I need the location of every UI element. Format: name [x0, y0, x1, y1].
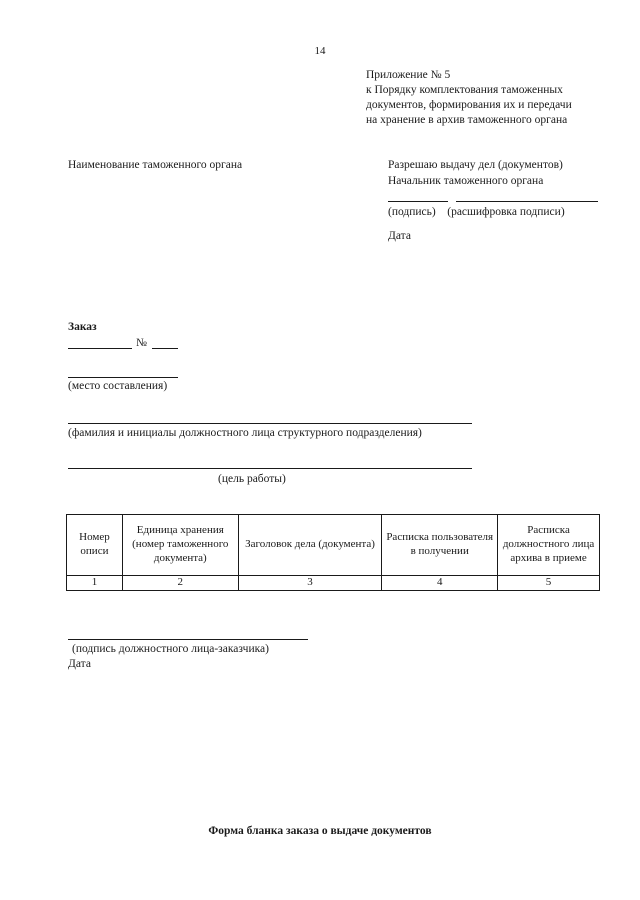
- column-header: Расписка должностного лица архива в приеме: [498, 515, 600, 576]
- appendix-line: на хранение в архив таможенного органа: [366, 113, 568, 126]
- column-number: 5: [498, 576, 600, 591]
- appendix-line: к Порядку комплектования таможенных: [366, 83, 563, 96]
- documents-table: [66, 514, 600, 591]
- order-number-label: №: [136, 337, 147, 349]
- customs-body-name-label: Наименование таможенного органа: [68, 159, 243, 171]
- column-header: Единица хранения (номер таможенного документа): [122, 515, 238, 576]
- appendix-block: [366, 68, 628, 128]
- signature-caption: (подпись): [388, 206, 436, 218]
- column-number: 2: [122, 576, 238, 591]
- place-caption: (место составления): [68, 380, 168, 392]
- appendix-title: Приложение № 5: [366, 69, 451, 81]
- customer-date-label: Дата: [68, 658, 91, 670]
- approval-line: Разрешаю выдачу дел (документов): [388, 159, 563, 171]
- official-line: [68, 423, 472, 424]
- column-header: Расписка пользователя в получении: [382, 515, 498, 576]
- approval-line: Начальник таможенного органа: [388, 174, 544, 187]
- page-number: 14: [314, 45, 326, 57]
- purpose-line: [68, 468, 472, 469]
- customer-signature-caption: (подпись должностного лица-заказчика): [72, 643, 269, 655]
- customer-signature-line: [68, 639, 308, 640]
- column-number: 4: [382, 576, 498, 591]
- column-header: Заголовок дела (документа): [238, 515, 382, 576]
- decoding-caption: (расшифровка подписи): [447, 206, 565, 218]
- approval-sign-captions: [388, 205, 565, 221]
- column-number: 3: [238, 576, 382, 591]
- official-caption: (фамилия и инициалы должностного лица структурного подразделения): [68, 427, 422, 439]
- approval-date-label: Дата: [388, 230, 411, 242]
- table-header-row: [67, 515, 600, 576]
- column-header: Номер описи: [67, 515, 123, 576]
- column-number: 1: [67, 576, 123, 591]
- order-title: Заказ: [68, 321, 97, 333]
- form-title: Форма бланка заказа о выдаче документов: [208, 825, 432, 837]
- approval-block: [388, 158, 618, 189]
- approval-decoding-line: [456, 201, 598, 202]
- purpose-caption: (цель работы): [218, 473, 286, 485]
- appendix-line: документов, формирования их и передачи: [366, 98, 572, 111]
- order-number-line: [152, 348, 178, 349]
- place-line: [68, 377, 178, 378]
- order-date-line: [68, 348, 132, 349]
- approval-signature-line: [388, 201, 448, 202]
- table-numbering-row: [67, 576, 600, 591]
